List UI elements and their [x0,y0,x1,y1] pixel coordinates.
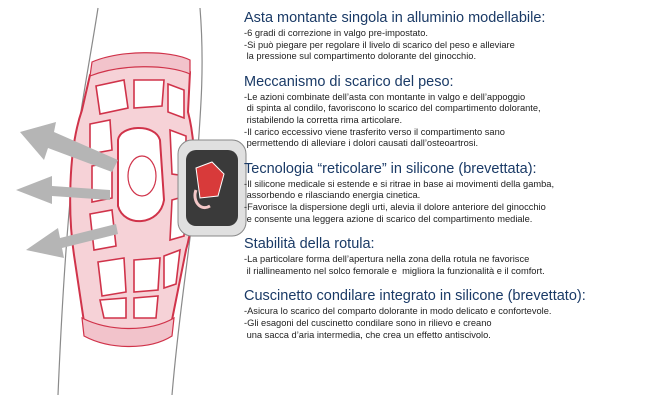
section-line: permettendo di alleviare i dolori causati dall’osteoartrosi. [244,138,479,149]
section-line: -Gli esagoni del cuscinetto condilare sono in rilievo e creano [244,317,492,328]
section-line: una sacca d’aria intermedia, che crea un effetto antiscivolo. [244,329,491,340]
description-panel [244,10,662,352]
section-line: -Asicura lo scarico del comparto dolorante in modo delicato e confortevole. [244,306,552,317]
section-line: -Favorisce la dispersione degli urti, alevia il dolore anteriore del ginocchio [244,201,546,212]
section-title: Tecnologia “reticolare” in silicone (brevettata): [244,160,537,177]
section-line: -La particolare forma dell’apertura nella zona della rotula ne favorisce [244,254,530,265]
section-title: Meccanismo di scarico del peso: [244,73,454,90]
section-line: assorbendo e rilasciando energia cinetica. [244,190,421,201]
section-line: ristabilendo la corretta rima articolare. [244,114,403,125]
section-title: Cuscinetto condilare integrato in silicone (brevettato): [244,288,586,305]
section-unloading-mechanism [244,74,662,150]
section-lattice-technology [244,161,662,225]
condylar-pad-inset [178,140,246,236]
section-line: -Il silicone medicale si estende e si ritrae in base ai movimenti della gamba, [244,178,555,189]
section-condylar-pad [244,288,662,341]
section-title: Asta montante singola in alluminio modellabile: [244,10,546,26]
section-patella-stability [244,236,662,277]
section-line: il riallineamento nel solco femorale e migliora la funzionalità e il comfort. [244,265,545,276]
section-line: -6 gradi di correzione in valgo pre-impostato. [244,28,428,38]
section-line: la pressione sul compartimento dolorante del ginocchio. [244,51,477,62]
section-aluminium-upright [244,10,662,63]
section-line: -Si può piegare per regolare il livelo di scarico del peso e alleviare [244,39,515,50]
section-line: e consente una leggera azione di scarico del compartimento mediale. [244,213,533,224]
section-line: -Il carico eccessivo viene trasferito verso il compartimento sano [244,126,505,137]
section-title: Stabilità della rotula: [244,236,375,253]
knee-brace-illustration [0,0,250,400]
section-line: -Le azioni combinate dell’asta con montante in valgo e dell’appoggio [244,91,526,102]
section-line: di spinta al condilo, favoriscono lo scarico del compartimento dolorante, [244,103,541,114]
